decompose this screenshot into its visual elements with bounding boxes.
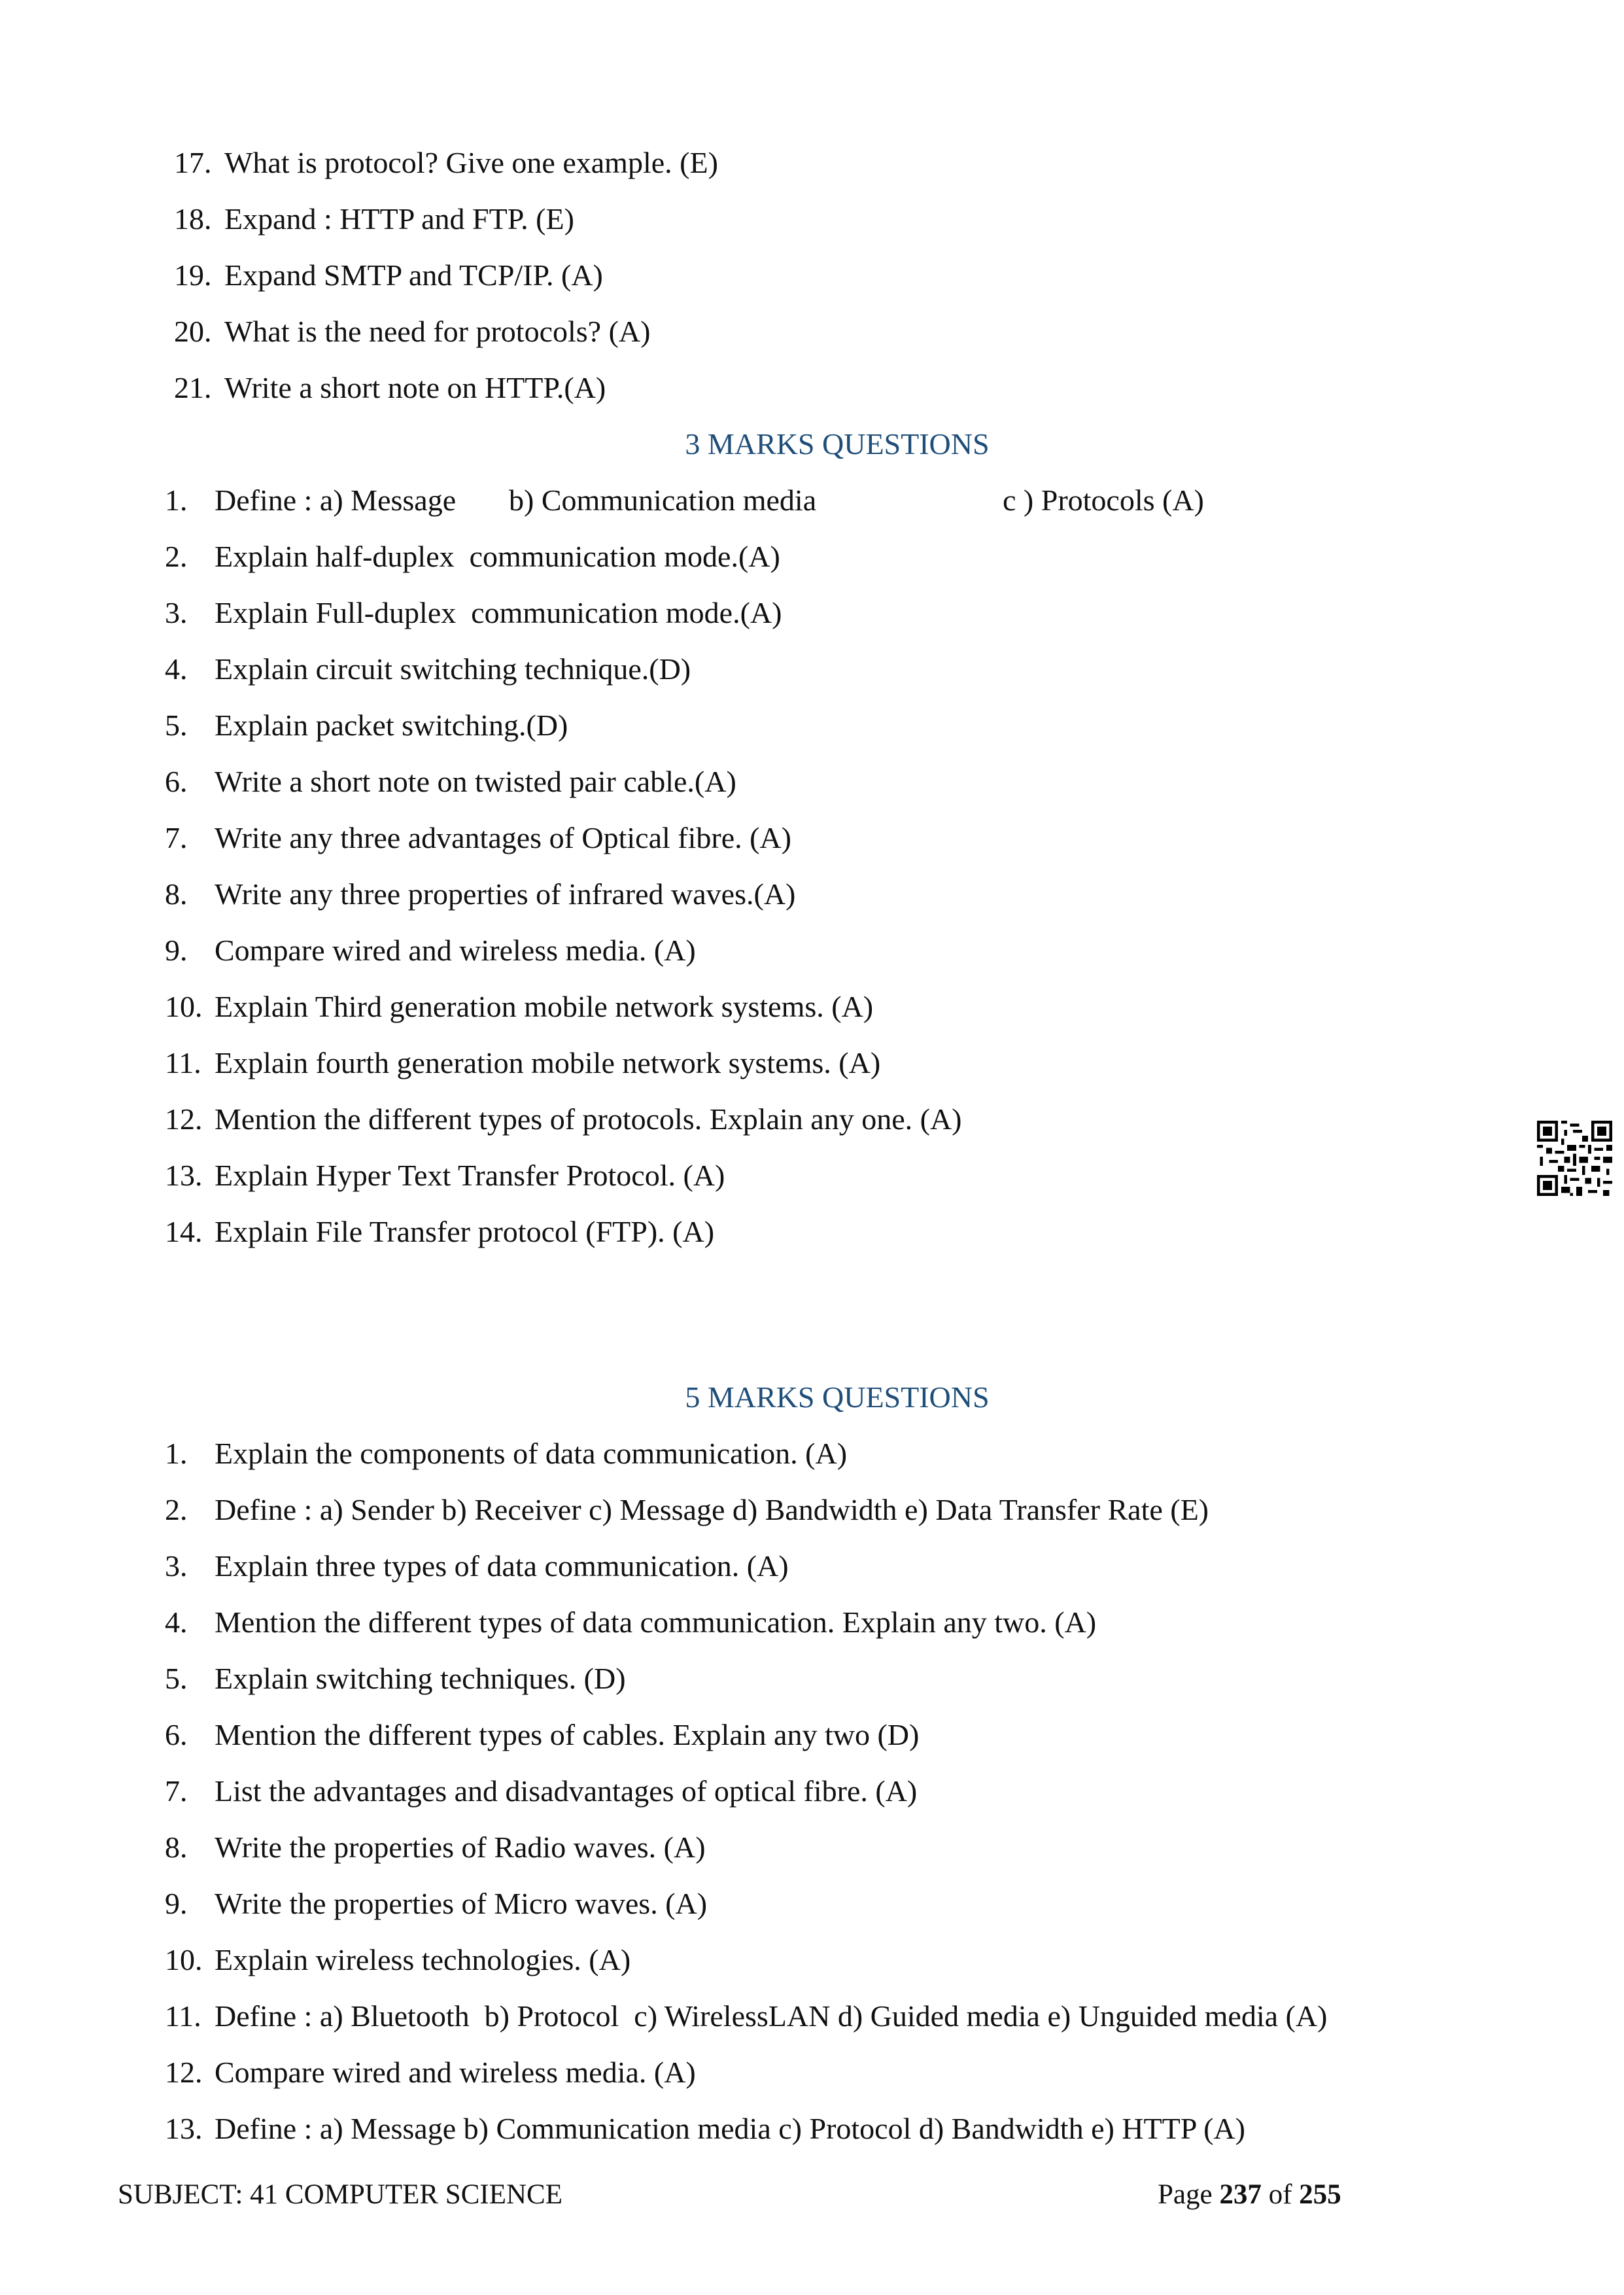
- question-number: 3.: [165, 1549, 188, 1583]
- question-number: 7.: [165, 1774, 188, 1808]
- question-number: 13.: [165, 2112, 203, 2145]
- question-number: 1.: [165, 483, 188, 517]
- question-number: 4.: [165, 1605, 188, 1639]
- question-text: Compare wired and wireless media. (A): [215, 934, 696, 967]
- question-text: Mention the different types of cables. Explain any two (D): [215, 1718, 920, 1751]
- question-number: 19.: [174, 258, 212, 292]
- question-number: 10.: [165, 990, 203, 1023]
- question-number: 6.: [165, 1718, 188, 1751]
- question-text: Explain packet switching.(D): [215, 709, 568, 742]
- question-text: List the advantages and disadvantages of optical fibre. (A): [215, 1774, 918, 1808]
- question-text: What is protocol? Give one example. (E): [224, 146, 718, 179]
- page-total: 255: [1299, 2179, 1341, 2210]
- question-number: 11.: [165, 1999, 201, 2033]
- question-number: 2.: [165, 540, 188, 573]
- footer-page-number: [1158, 2181, 1341, 2209]
- question-number: 14.: [165, 1215, 203, 1248]
- page-of-label: of: [1268, 2179, 1292, 2210]
- question-text: Explain the components of data communication. (A): [215, 1437, 848, 1470]
- question-number: 6.: [165, 765, 188, 798]
- page-label: Page: [1158, 2179, 1213, 2210]
- question-number: 20.: [174, 315, 212, 348]
- question-text: Compare wired and wireless media. (A): [215, 2056, 696, 2089]
- question-text: Write a short note on HTTP.(A): [224, 371, 606, 404]
- question-number: 13.: [165, 1159, 203, 1192]
- question-text: Explain switching techniques. (D): [215, 1662, 626, 1695]
- question-text: Mention the different types of data communication. Explain any two. (A): [215, 1605, 1097, 1639]
- question-number: 8.: [165, 877, 188, 911]
- question-text: Write the properties of Radio waves. (A): [215, 1831, 706, 1864]
- question-number: 2.: [165, 1493, 188, 1526]
- question-number: 17.: [174, 146, 212, 179]
- question-text: Explain fourth generation mobile network systems. (A): [215, 1046, 881, 1079]
- question-text: Define : a) Message b) Communication media c) Protocol d) Bandwidth e) HTTP (A): [215, 2112, 1245, 2145]
- question-text: Define : a) Bluetooth b) Protocol c) WirelessLAN d) Guided media e) Unguided media (A): [215, 1999, 1328, 2033]
- question-text: Write any three properties of infrared waves.(A): [215, 877, 796, 911]
- question-number: 5.: [165, 1662, 188, 1695]
- question-text: Mention the different types of protocols. Explain any one. (A): [215, 1102, 962, 1136]
- footer-subject: SUBJECT: 41 COMPUTER SCIENCE: [118, 2179, 562, 2210]
- question-text: Explain Full-duplex communication mode.(A): [215, 596, 782, 629]
- question-number: 9.: [165, 1887, 188, 1920]
- question-number: 5.: [165, 709, 188, 742]
- question-text: Explain Third generation mobile network systems. (A): [215, 990, 874, 1023]
- question-number: 7.: [165, 821, 188, 854]
- question-number: 12.: [165, 2056, 203, 2089]
- question-text: Explain Hyper Text Transfer Protocol. (A): [215, 1159, 725, 1192]
- question-text: Write the properties of Micro waves. (A): [215, 1887, 708, 1920]
- page-current: 237: [1219, 2179, 1262, 2210]
- question-number: 11.: [165, 1046, 201, 1079]
- question-text: What is the need for protocols? (A): [224, 315, 651, 348]
- section-heading-5-marks: 5 MARKS QUESTIONS: [685, 1380, 990, 1414]
- question-text-part-b: b) Communication media: [509, 483, 817, 517]
- section-heading-3-marks: 3 MARKS QUESTIONS: [685, 427, 990, 461]
- question-text-part-a: Define : a) Message: [215, 483, 457, 517]
- question-text: Expand : HTTP and FTP. (E): [224, 202, 574, 236]
- question-number: 8.: [165, 1831, 188, 1864]
- question-text: Explain File Transfer protocol (FTP). (A): [215, 1215, 715, 1248]
- question-number: 3.: [165, 596, 188, 629]
- question-text: Explain three types of data communication. (A): [215, 1549, 789, 1583]
- qr-code-icon: [1537, 1121, 1612, 1196]
- question-number: 9.: [165, 934, 188, 967]
- question-text: Explain wireless technologies. (A): [215, 1943, 631, 1976]
- question-text: Write any three advantages of Optical fibre. (A): [215, 821, 791, 854]
- question-text: Explain circuit switching technique.(D): [215, 652, 691, 686]
- question-text: Define : a) Sender b) Receiver c) Message d) Bandwidth e) Data Transfer Rate (E): [215, 1493, 1209, 1526]
- question-text: Write a short note on twisted pair cable.(A): [215, 765, 736, 798]
- question-number: 18.: [174, 202, 212, 236]
- question-number: 21.: [174, 371, 212, 404]
- question-number: 10.: [165, 1943, 203, 1976]
- question-number: 1.: [165, 1437, 188, 1470]
- question-number: 12.: [165, 1102, 203, 1136]
- question-number: 4.: [165, 652, 188, 686]
- question-text-part-c: c ) Protocols (A): [1003, 483, 1204, 517]
- question-text: Expand SMTP and TCP/IP. (A): [224, 258, 603, 292]
- question-text: Explain half-duplex communication mode.(A): [215, 540, 780, 573]
